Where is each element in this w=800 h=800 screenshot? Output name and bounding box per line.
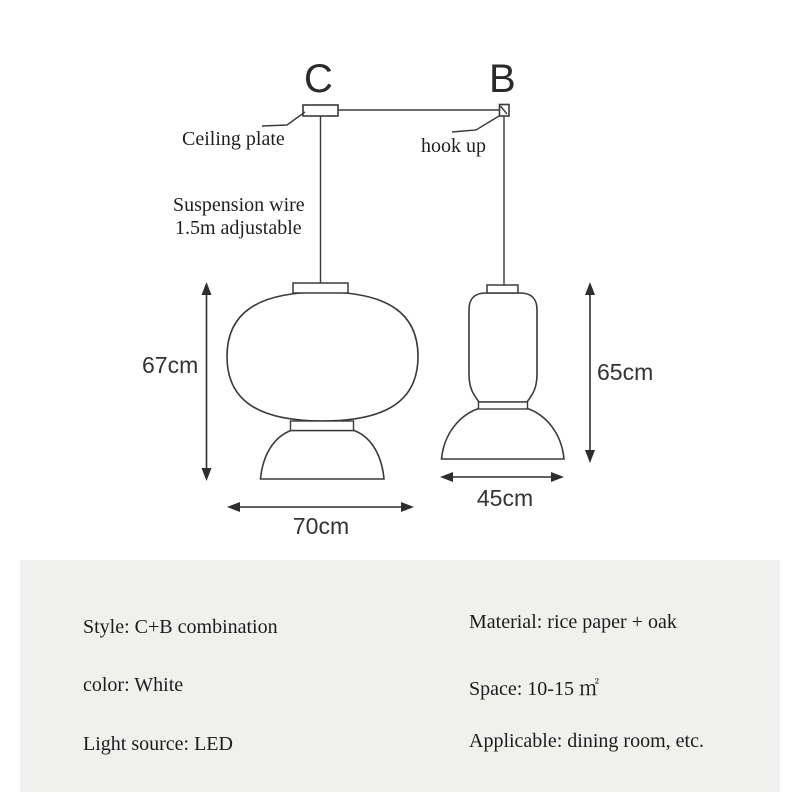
lamp-b-base-dome (442, 409, 565, 460)
spec-material: Material: rice paper + oak (469, 611, 677, 633)
arrow-down-icon (202, 468, 212, 481)
lamp-c-neck (291, 421, 354, 431)
ceiling-plate (303, 105, 338, 116)
lamp-b-top-cap (487, 285, 518, 293)
arrow-down-icon (585, 450, 595, 463)
spec-panel (20, 560, 780, 792)
lamp-b-letter: B (489, 57, 516, 101)
lamp-b-height-value: 65cm (597, 359, 654, 385)
arrow-right-icon (551, 472, 564, 482)
lamp-b-shade (469, 293, 537, 402)
lamp-c-height-value: 67cm (142, 352, 199, 378)
lamp-c-top-cap (293, 283, 348, 293)
ceiling-plate-label: Ceiling plate (182, 128, 285, 150)
spec-applicable: Applicable: dining room, etc. (469, 730, 704, 752)
ceiling-plate-leader-line (262, 112, 305, 126)
suspension-wire-label-line1: Suspension wire (173, 194, 305, 216)
arrow-up-icon (202, 282, 212, 295)
lamp-c-width-value: 70cm (292, 513, 350, 539)
arrow-left-icon (227, 502, 240, 512)
lamp-c-base-dome (261, 431, 385, 480)
spec-style: Style: C+B combination (83, 616, 278, 638)
lamp-b-neck (479, 402, 528, 409)
lamp-b-width-value: 45cm (476, 485, 534, 511)
hook-up-label: hook up (421, 135, 486, 157)
arrow-up-icon (585, 282, 595, 295)
arrow-left-icon (440, 472, 453, 482)
spec-light-source: Light source: LED (83, 733, 233, 755)
arrow-right-icon (401, 502, 414, 512)
spec-color: color: White (83, 674, 184, 696)
suspension-wire-label-line2: 1.5m adjustable (175, 217, 302, 239)
lamp-c-letter: C (304, 57, 333, 101)
lamp-c-shade (227, 292, 418, 421)
hook-leader-line (452, 116, 499, 132)
spec-space: Space: 10-15 ㎡ (469, 678, 599, 700)
